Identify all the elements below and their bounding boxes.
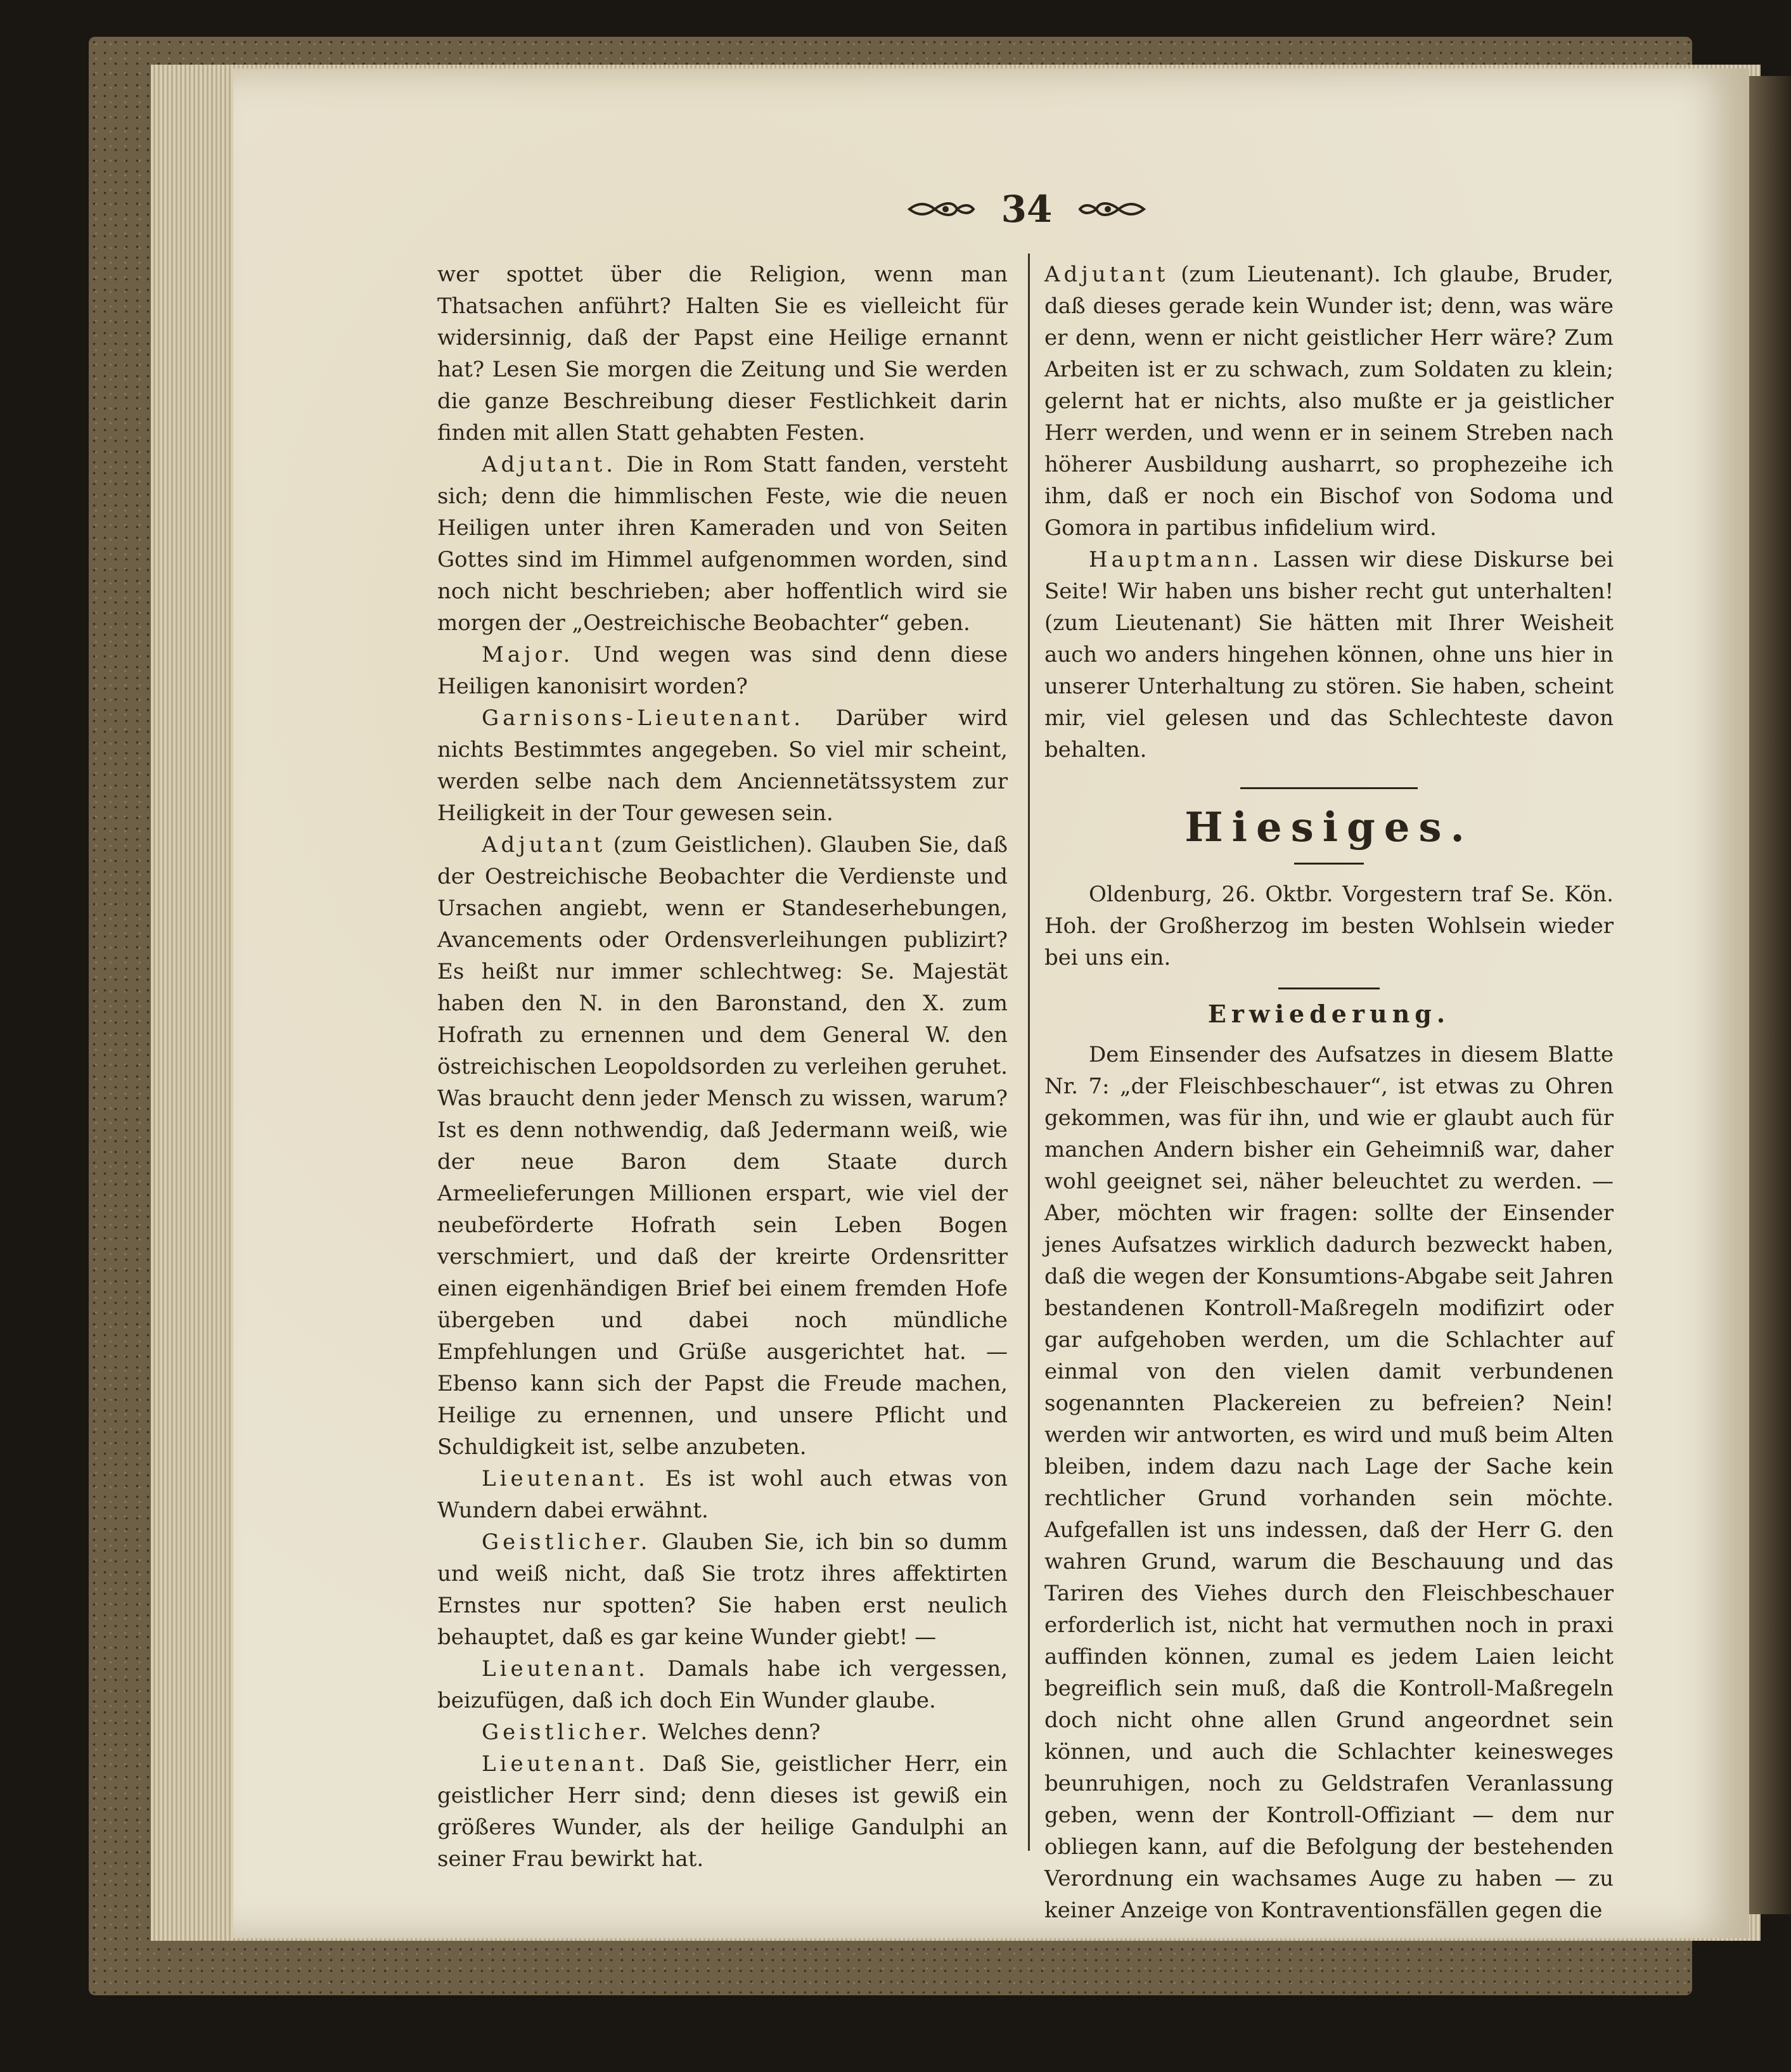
left-column <box>437 259 1008 1875</box>
speaker: Geistlicher. <box>482 1720 652 1745</box>
paragraph <box>437 1716 1008 1748</box>
paragraph-text: Glauben Sie, ich bin so dumm und weiß nicht, daß Sie trotz ihres affektirten Ernstes nur spotten? Sie haben erst neulich behauptet, daß es gar keine Wunder giebt! — <box>437 1529 1008 1650</box>
paragraph <box>437 829 1008 1463</box>
latin-phrase: in partibus infidelium <box>1138 515 1374 541</box>
paragraph <box>437 1748 1008 1875</box>
paragraph <box>437 1463 1008 1526</box>
paragraph <box>1044 544 1614 766</box>
article-heading: Erwiederung. <box>1207 1000 1451 1028</box>
paragraph <box>1044 259 1614 544</box>
facing-page-edge <box>1749 76 1791 1914</box>
local-news: Oldenburg, 26. Oktbr. Vorgestern traf Se. Kön. Hoh. der Großherzog im besten Wohlsein wieder bei uns ein. <box>1044 882 1614 970</box>
section-heading: Hiesiges. <box>1184 804 1473 851</box>
article-rule <box>1278 988 1380 989</box>
page-number: 34 <box>1001 188 1053 231</box>
paragraph <box>437 259 1008 449</box>
section-rule <box>1240 787 1418 789</box>
speaker: Lieutenant. <box>482 1751 649 1777</box>
speaker: Adjutant <box>1044 262 1169 287</box>
paragraph-text: Es ist wohl auch etwas von Wundern dabei erwähnt. <box>437 1466 1008 1523</box>
paragraph-text-tail: wird. <box>1373 515 1437 541</box>
paragraph <box>437 1526 1008 1653</box>
speaker: Lieutenant. <box>482 1656 649 1682</box>
left-ornament-icon <box>906 195 976 223</box>
right-column <box>1044 259 1614 1926</box>
paragraph-text: Und wegen was sind denn diese Heiligen kanonisirt worden? <box>437 642 1008 699</box>
paragraph-text: (zum Lieutenant). Ich glaube, Bruder, daß dieses gerade kein Wunder ist; denn, was wäre er denn, wenn er nicht geistlicher Herr wäre? Zum Arbeiten ist er zu schwach, zum Soldaten zu klein; gelernt hat er nichts, also mußte er ja geistlicher Herr werden, und wenn er in seinem Streben nach höherer Ausbildung ausharrt, so prophezeihe ich ihm, daß er noch ein Bischof von Sodoma und Gomora <box>1044 262 1614 541</box>
paragraph-text: (zum Geistlichen). Glauben Sie, daß der Oestreichische Beobachter die Verdienste und Ursachen angiebt, wenn er Standeserhebungen, Avancements oder Ordensverleihungen publizirt? Es heißt nur immer schlechtweg: Se. Majestät haben den N. in den Baronstand, den X. zum Hofrath zu ernennen und dem General W. den östreichischen Leopoldsorden zu verleihen geruhet. Was braucht denn jeder Mensch zu wissen, warum? Ist es denn nothwendig, daß Jedermann weiß, wie der neue Baron dem Staate durch Armeelieferungen Millionen erspart, wie viel der neubeförderte Hofrath sein Leben Bogen verschmiert, und daß der kreirte Ordensritter einen eigenhändigen Brief bei einem fremden Hofe übergeben und dabei noch mündliche Empfehlungen und Grüße ausgerichtet hat. — Ebenso kann sich der Papst die Freude machen, Heilige zu ernennen, und unsere Pflicht und Schuldigkeit ist, selbe anzubeten. <box>437 832 1008 1460</box>
paragraph <box>437 1653 1008 1716</box>
speaker: Lieutenant. <box>482 1466 649 1491</box>
paragraph <box>437 702 1008 829</box>
column-divider <box>1028 254 1030 1851</box>
reply-text: Dem Einsender des Aufsatzes in diesem Blatte Nr. 7: „der Fleischbeschauer“, ist etwas zu Ohren gekommen, was für ihn, und wie er glaubt auch für manchen Andern bisher ein Geheimniß war, daher wohl geeignet sei, näher beleuchtet zu werden. — Aber, möchten wir fragen: sollte der Einsender jenes Aufsatzes wirklich dadurch bezweckt haben, daß die wegen der Konsumtions-Abgabe seit Jahren bestandenen Kontroll-Maßregeln modifizirt oder gar aufgehoben werden, um die Schlachter auf einmal von den vielen damit verbundenen sogenannten Plackereien zu befreien? Nein! werden wir antworten, es wird und muß beim Alten bleiben, indem dazu nach Lage der Sache kein rechtlicher Grund vorhanden sein möchte. Aufgefallen ist uns indessen, daß der Herr G. den wahren Grund, warum die Beschauung und das Tariren des Viehes durch den Fleischbeschauer erforderlich ist, nicht hat vermuthen noch in praxi auffinden können, zumal es jedem Laien leicht begreiflich sein muß, daß die Kontroll-Maßregeln doch nicht ohne allen Grund angeordnet sein können, und auch die Schlachter keinesweges beunruhigen, noch zu Geldstrafen Veranlassung geben, wenn der Kontroll-Offiziant — dem nur obliegen kann, auf die Befolgung der bestehenden Verordnung ein wachsames Auge zu haben — zu keiner Anzeige von Kontraventionsfällen gegen die <box>1044 1042 1614 1923</box>
section-rule-short <box>1294 863 1364 865</box>
paragraph-text: wer spottet über die Religion, wenn man Thatsachen anführt? Halten Sie es vielleicht für widersinnig, daß der Papst eine Heilige ernannt hat? Lesen Sie morgen die Zeitung und Sie werden die ganze Beschreibung dieser Festlichkeit darin finden mit allen Statt gehabten Festen. <box>437 262 1008 446</box>
paragraph-text: Darüber wird nichts Bestimmtes angegeben. So viel mir scheint, werden selbe nach dem Anciennetätssystem zur Heiligkeit in der Tour gewesen sein. <box>437 705 1008 826</box>
paragraph <box>437 639 1008 702</box>
paragraph-text: Die in Rom Statt fanden, versteht sich; denn die himmlischen Feste, wie die neuen Heiligen unter ihren Kameraden und von Seiten Gottes sind im Himmel aufgenommen worden, sind noch nicht beschrieben; aber hoffentlich wird sie morgen der „Oestreichische Beobachter“ geben. <box>437 452 1008 636</box>
paragraph-text: Welches denn? <box>651 1720 821 1745</box>
paragraph-text: Lassen wir diese Diskurse bei Seite! Wir haben uns bisher recht gut unterhalten! (zum Lieutenant) Sie hätten mit Ihrer Weisheit auch wo anders hingehen können, ohne uns hier in unserer Unterhaltung zu stören. Sie haben, scheint mir, viel gelesen und das Schlechteste davon behalten. <box>1044 547 1614 763</box>
paragraph-text: Damals habe ich vergessen, beizufügen, daß ich doch Ein Wunder glaube. <box>437 1656 1008 1713</box>
paragraph <box>437 449 1008 639</box>
page-header <box>875 184 1179 235</box>
right-ornament-icon <box>1077 195 1147 223</box>
speaker: Major. <box>482 642 574 667</box>
speaker: Geistlicher. <box>482 1529 652 1555</box>
paragraph-text: Daß Sie, geistlicher Herr, ein geistlicher Herr sind; denn dieses ist gewiß ein größeres Wunder, als der heilige Gandulphi an seiner Frau bewirkt hat. <box>437 1751 1008 1872</box>
speaker: Adjutant <box>482 832 607 858</box>
speaker: Garnisons-Lieutenant. <box>482 705 804 731</box>
speaker: Adjutant. <box>482 452 617 477</box>
speaker: Hauptmann. <box>1089 547 1263 572</box>
